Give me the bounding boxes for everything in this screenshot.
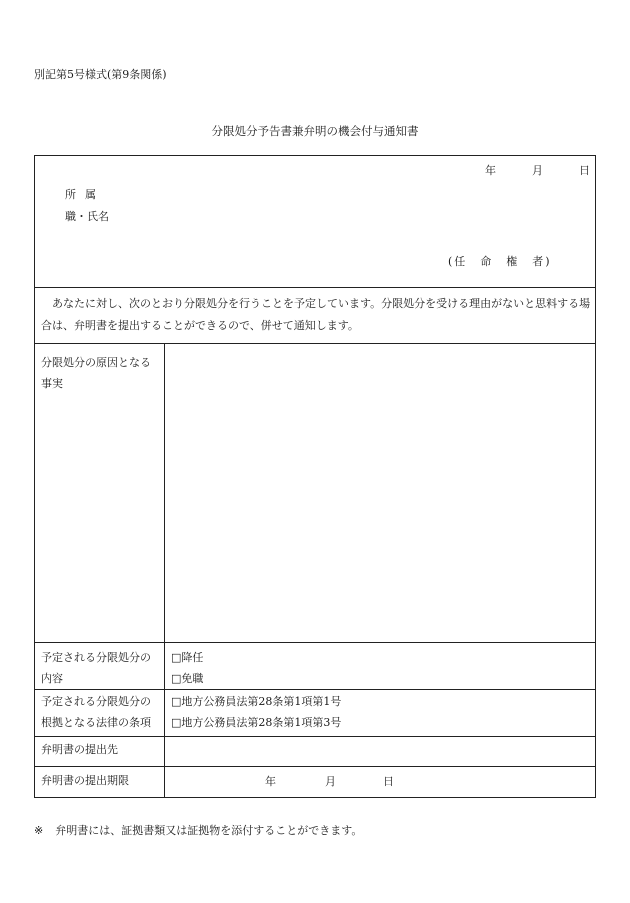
legal-basis-option-1[interactable]: □地方公務員法第28条第1項第1号 [171,695,342,708]
divider [35,766,595,767]
legal-basis-label: 予定される分限処分の根拠となる法律の条項 [41,695,151,729]
form-number-label: 別記第5号様式(第9条関係) [34,68,167,81]
notice-form-table [34,155,596,798]
divider [35,736,595,737]
divider [35,287,595,288]
position-name-label: 職・氏名 [65,210,109,223]
footnote [34,822,362,838]
column-divider [164,343,165,798]
footnote-text: 弁明書には、証拠書類又は証拠物を添付することができます。 [55,824,363,837]
header-date-day: 日 [579,164,590,177]
footnote-mark: ※ [34,824,44,837]
divider [35,689,595,690]
header-date-month: 月 [532,164,543,177]
submit-to-label: 弁明書の提出先 [41,743,118,756]
deadline-label: 弁明書の提出期限 [41,774,129,787]
affiliation-label: 所属 [65,188,105,201]
deadline-month: 月 [325,775,336,788]
content-label: 予定される分限処分の内容 [41,651,151,685]
facts-label: 分限処分の原因となる事実 [41,356,151,390]
header-date-year: 年 [485,164,496,177]
content-option-dismissal[interactable]: □免職 [171,672,204,685]
deadline-year: 年 [265,775,276,788]
divider [35,343,595,344]
appointing-authority-label: (任 命 権 者) [448,255,552,268]
legal-basis-option-3[interactable]: □地方公務員法第28条第1項第3号 [171,716,342,729]
content-option-demotion[interactable]: □降任 [171,651,204,664]
divider [35,642,595,643]
document-title: 分限処分予告書兼弁明の機会付与通知書 [211,124,419,138]
notice-paragraph: あなたに対し、次のとおり分限処分を行うことを予定しています。分限処分を受ける理由がないと思料する場合は、弁明書を提出することができるので、併せて通知します。 [41,297,591,332]
deadline-day: 日 [383,775,394,788]
